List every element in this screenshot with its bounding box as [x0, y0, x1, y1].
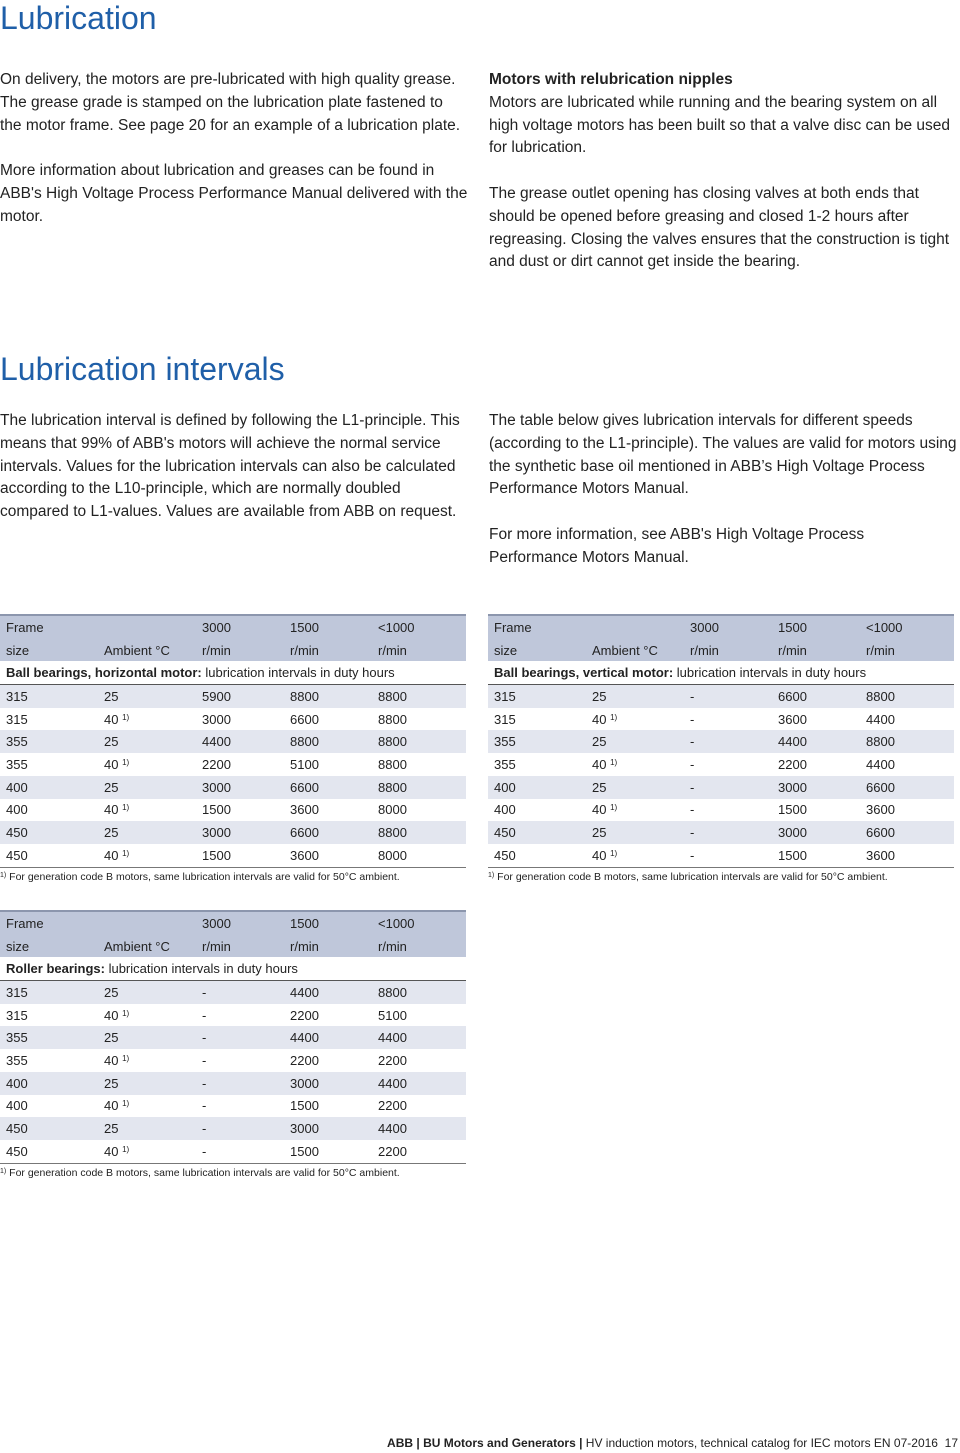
cell: 355: [6, 1052, 28, 1068]
table-row: [488, 685, 954, 708]
header-row: [0, 935, 466, 958]
cell: 400: [6, 1098, 28, 1114]
footer-separator: |: [575, 1436, 586, 1450]
table-roller-bearings: [0, 910, 466, 1164]
cell-value: 40: [104, 1143, 119, 1159]
header-cell: size: [0, 639, 98, 662]
cell: 315: [6, 711, 28, 727]
cell: 355: [0, 730, 98, 753]
cell: 450: [488, 844, 586, 867]
cell-value: 25: [104, 734, 119, 750]
header-cell: Ambient °C: [586, 639, 684, 662]
cell: 2200: [378, 1098, 407, 1114]
header-cell: <1000: [372, 911, 466, 935]
cell-value: 25: [104, 825, 119, 841]
table-row: [0, 844, 466, 867]
cell: 400: [494, 802, 516, 818]
cell: 1500: [778, 802, 807, 818]
cell: 3000: [284, 1117, 372, 1140]
cell: 4400: [284, 1026, 372, 1049]
cell: 8800: [372, 776, 466, 799]
footer-unit: BU Motors and Generators: [423, 1436, 576, 1450]
header-cell: r/min: [372, 935, 466, 958]
cell: [98, 1140, 196, 1163]
cell-value: 40: [104, 756, 119, 772]
cell-value: 25: [592, 825, 607, 841]
cell: 4400: [284, 981, 372, 1004]
table-row: [0, 730, 466, 753]
cell: 3600: [866, 802, 895, 818]
table-row: [0, 821, 466, 844]
cell: 4400: [866, 711, 895, 727]
cell: 1500: [290, 1098, 319, 1114]
header-cell: r/min: [284, 935, 372, 958]
cell: -: [690, 802, 695, 818]
header-cell: r/min: [684, 639, 772, 662]
cell: 400: [6, 802, 28, 818]
header-cell: r/min: [196, 935, 284, 958]
footer-separator: |: [413, 1436, 424, 1450]
table-row: [488, 799, 954, 822]
paragraph: Motors are lubricated while running and the bearing system on all high voltage motors has been built so that a valve disc can be used for lubrication.: [489, 93, 950, 157]
table-row: [488, 776, 954, 799]
intervals-left-column: [0, 410, 470, 524]
footnote-text: For generation code B motors, same lubrication intervals are valid for 50°C ambient.: [6, 1167, 400, 1179]
cell: 8000: [372, 844, 466, 867]
cell: 4400: [866, 756, 895, 772]
cell-value: 40: [104, 711, 119, 727]
header-row: [0, 911, 466, 935]
cell: 4400: [372, 1026, 466, 1049]
footnote-text: For generation code B motors, same lubrication intervals are valid for 50°C ambient.: [6, 871, 400, 883]
cell: 2200: [290, 1007, 319, 1023]
cell-value: 25: [592, 779, 607, 795]
cell: 3000: [284, 1072, 372, 1095]
cell: 315: [0, 685, 98, 708]
cell: 3000: [772, 776, 860, 799]
table-row: [488, 821, 954, 844]
header-cell: r/min: [196, 639, 284, 662]
header-cell: r/min: [860, 639, 954, 662]
table-row: [488, 730, 954, 753]
section-label: Ball bearings, vertical motor:: [494, 665, 674, 681]
lubrication-right-column: [489, 69, 951, 274]
cell: -: [684, 730, 772, 753]
section-label: Roller bearings:: [6, 961, 105, 977]
cell: -: [690, 711, 695, 727]
footnote-marker: 1): [0, 1168, 7, 1175]
cell-value: 25: [104, 1030, 119, 1046]
cell: 4400: [196, 730, 284, 753]
section-label-rest: lubrication intervals in duty hours: [673, 665, 867, 681]
cell: [98, 1072, 196, 1095]
cell-value: 40: [104, 802, 119, 818]
cell: -: [196, 1117, 284, 1140]
cell: [98, 844, 196, 867]
cell: 450: [0, 821, 98, 844]
section-title-lubrication: Lubrication: [0, 0, 157, 36]
cell: -: [196, 1026, 284, 1049]
section-row: [0, 957, 466, 980]
cell: 3600: [284, 844, 372, 867]
cell: 3600: [860, 844, 954, 867]
cell: -: [202, 1098, 207, 1114]
cell: 355: [488, 730, 586, 753]
cell: 8800: [284, 730, 372, 753]
header-cell: size: [488, 639, 586, 662]
cell: 4400: [372, 1072, 466, 1095]
cell: 8800: [372, 981, 466, 1004]
cell: 450: [0, 1140, 98, 1163]
cell: -: [684, 844, 772, 867]
cell: [98, 1049, 196, 1072]
header-cell: r/min: [284, 639, 372, 662]
table-row: [0, 708, 466, 731]
table-row: [0, 1140, 466, 1163]
cell: 6600: [772, 685, 860, 708]
header-cell: 1500: [772, 615, 860, 639]
cell: 3000: [202, 711, 231, 727]
cell: 2200: [372, 1140, 466, 1163]
cell: 8800: [378, 711, 407, 727]
cell: 4400: [372, 1117, 466, 1140]
cell: 6600: [284, 776, 372, 799]
footnote-marker: 1): [610, 803, 618, 813]
header-cell: Frame: [0, 615, 98, 639]
cell: [98, 730, 196, 753]
footer-doc: HV induction motors, technical catalog for IEC motors EN 07-2016: [585, 1436, 938, 1450]
table-row: [0, 1072, 466, 1095]
cell: 400: [488, 776, 586, 799]
cell-value: 40: [104, 1098, 119, 1114]
cell: 450: [0, 844, 98, 867]
table-row: [0, 1117, 466, 1140]
section-row: [488, 661, 954, 684]
cell: 1500: [284, 1140, 372, 1163]
cell-value: 25: [592, 688, 607, 704]
cell: 8800: [860, 685, 954, 708]
cell-value: 25: [104, 1075, 119, 1091]
cell: -: [196, 1140, 284, 1163]
paragraph: The lubrication interval is defined by following the L1-principle. This means that 99% of ABB's motors will achieve the normal service intervals. Values for the lubrication intervals can also be calculated according to the L10-principle, which are normally doubled compared to L1-values. Values are available from ABB on request.: [0, 412, 460, 521]
cell: -: [202, 1052, 207, 1068]
cell: [98, 685, 196, 708]
cell: 355: [6, 756, 28, 772]
header-cell: 3000: [196, 615, 284, 639]
cell: 2200: [202, 756, 231, 772]
cell: 3000: [196, 776, 284, 799]
cell: -: [690, 756, 695, 772]
cell-value: 40: [104, 1007, 119, 1023]
header-cell: Frame: [0, 911, 98, 935]
cell: -: [684, 685, 772, 708]
footer-brand: ABB: [387, 1436, 414, 1450]
paragraph: For more information, see ABB's High Voltage Process Performance Motors Manual.: [489, 525, 865, 566]
header-cell: [586, 615, 684, 639]
cell-value: 25: [104, 984, 119, 1000]
footnote-marker: 1): [610, 757, 618, 767]
cell: 450: [488, 821, 586, 844]
paragraph: The table below gives lubrication intervals for different speeds (according to the L1-principle). The values are valid for motors using the synthetic base oil mentioned in ABB’s High Voltage Process Performance Motors Manual.: [489, 412, 957, 498]
footnote-marker: 1): [122, 1008, 130, 1018]
cell: [586, 844, 684, 867]
cell: 315: [0, 981, 98, 1004]
footnote-marker: 1): [488, 872, 495, 879]
cell-value: 40: [592, 802, 607, 818]
table-row: [0, 1049, 466, 1072]
table-row: [0, 753, 466, 776]
footnote-marker: 1): [610, 712, 618, 722]
cell: [586, 821, 684, 844]
cell: 6600: [860, 821, 954, 844]
cell: 355: [0, 1026, 98, 1049]
cell: [98, 708, 196, 731]
table-row: [488, 844, 954, 867]
section-label-rest: lubrication intervals in duty hours: [104, 961, 298, 977]
cell: [586, 799, 684, 822]
lubrication-left-column: [0, 69, 468, 229]
cell: [98, 799, 196, 822]
cell-value: 40: [592, 711, 607, 727]
table-row: [0, 799, 466, 822]
footnote-marker: 1): [610, 848, 618, 858]
cell: -: [684, 776, 772, 799]
table-footnote: [0, 871, 400, 883]
cell: [98, 1095, 196, 1118]
table-row: [488, 708, 954, 731]
header-row: [488, 639, 954, 662]
cell: [586, 685, 684, 708]
header-cell: 3000: [196, 911, 284, 935]
cell: [98, 1004, 196, 1027]
cell-value: 40: [104, 1052, 119, 1068]
cell: 8800: [284, 685, 372, 708]
cell: 2200: [290, 1052, 319, 1068]
table-row: [0, 1026, 466, 1049]
table-row: [0, 1095, 466, 1118]
cell: 5900: [196, 685, 284, 708]
cell: [98, 1117, 196, 1140]
header-row: [0, 639, 466, 662]
footnote-marker: 1): [0, 872, 7, 879]
cell: 450: [0, 1117, 98, 1140]
table-row: [0, 685, 466, 708]
cell: 5100: [290, 756, 319, 772]
cell: [586, 708, 684, 731]
cell-value: 40: [104, 847, 119, 863]
table-footnote: [0, 1167, 400, 1179]
footnote-marker: 1): [122, 757, 130, 767]
cell: 400: [0, 1072, 98, 1095]
header-cell: r/min: [372, 639, 466, 662]
paragraph: On delivery, the motors are pre-lubricated with high quality grease. The grease grade is stamped on the lubrication plate fastened to the motor frame. See page 20 for an example of a lubrication plate.: [0, 71, 461, 134]
table-row: [488, 753, 954, 776]
table-row: [0, 1004, 466, 1027]
footnote-marker: 1): [122, 848, 130, 858]
table-row: [0, 776, 466, 799]
subheading-relubrication: Motors with relubrication nipples: [489, 71, 733, 88]
section-label-rest: lubrication intervals in duty hours: [201, 665, 395, 681]
header-cell: Ambient °C: [98, 639, 196, 662]
cell: 5100: [378, 1007, 407, 1023]
cell: [98, 1026, 196, 1049]
section-row: [0, 661, 466, 684]
cell: 315: [494, 711, 516, 727]
cell: 8800: [372, 685, 466, 708]
header-cell: <1000: [372, 615, 466, 639]
footnote-marker: 1): [122, 1053, 130, 1063]
footnote-marker: 1): [122, 803, 130, 813]
cell: 4400: [772, 730, 860, 753]
cell-value: 25: [104, 779, 119, 795]
header-cell: 1500: [284, 911, 372, 935]
header-cell: [98, 911, 196, 935]
page-number: 17: [944, 1436, 958, 1450]
cell: 8800: [372, 730, 466, 753]
section-title-lubrication-intervals: Lubrication intervals: [0, 351, 285, 387]
cell: 400: [0, 776, 98, 799]
cell: 3600: [778, 711, 807, 727]
cell-value: 25: [592, 734, 607, 750]
cell: 3000: [772, 821, 860, 844]
header-cell: [98, 615, 196, 639]
cell: 8000: [378, 802, 407, 818]
table-ball-horizontal: [0, 614, 466, 868]
cell: [98, 753, 196, 776]
footnote-marker: 1): [122, 712, 130, 722]
cell: [98, 981, 196, 1004]
cell: 355: [494, 756, 516, 772]
cell: -: [196, 981, 284, 1004]
cell-value: 40: [592, 756, 607, 772]
cell: 6600: [290, 711, 319, 727]
header-cell: <1000: [860, 615, 954, 639]
footnote-marker: 1): [122, 1144, 130, 1154]
cell: 1500: [772, 844, 860, 867]
header-cell: Ambient °C: [98, 935, 196, 958]
cell: 315: [6, 1007, 28, 1023]
cell-value: 40: [592, 847, 607, 863]
table-footnote: [488, 871, 888, 883]
cell: 8800: [372, 821, 466, 844]
cell: -: [196, 1072, 284, 1095]
cell-value: 25: [104, 688, 119, 704]
section-label: Ball bearings, horizontal motor:: [6, 665, 202, 681]
cell: 6600: [284, 821, 372, 844]
cell: 2200: [378, 1052, 407, 1068]
header-row: [0, 615, 466, 639]
cell: -: [684, 821, 772, 844]
header-cell: 3000: [684, 615, 772, 639]
footnote-text: For generation code B motors, same lubrication intervals are valid for 50°C ambient.: [494, 871, 888, 883]
cell: 315: [488, 685, 586, 708]
header-cell: r/min: [772, 639, 860, 662]
table-row: [0, 981, 466, 1004]
page-footer: [387, 1436, 958, 1450]
cell: 3000: [196, 821, 284, 844]
header-cell: 1500: [284, 615, 372, 639]
cell: 6600: [860, 776, 954, 799]
cell-value: 25: [104, 1121, 119, 1137]
cell: 8800: [378, 756, 407, 772]
cell: 3600: [290, 802, 319, 818]
header-cell: size: [0, 935, 98, 958]
cell: [586, 753, 684, 776]
intervals-right-column: [489, 410, 957, 570]
cell: [586, 730, 684, 753]
cell: 1500: [196, 844, 284, 867]
cell: [98, 821, 196, 844]
cell: [98, 776, 196, 799]
cell: [586, 776, 684, 799]
header-row: [488, 615, 954, 639]
cell: 2200: [778, 756, 807, 772]
cell: 1500: [202, 802, 231, 818]
cell: -: [202, 1007, 207, 1023]
paragraph: More information about lubrication and greases can be found in ABB's High Voltage Process Performance Manual delivered with the motor.: [0, 162, 468, 225]
header-cell: Frame: [488, 615, 586, 639]
paragraph: The grease outlet opening has closing valves at both ends that should be opened before greasing and closed 1-2 hours after regreasing. Closing the valves ensures that the construction is tight and dust or dirt cannot get inside the bearing.: [489, 184, 950, 271]
footnote-marker: 1): [122, 1099, 130, 1109]
table-ball-vertical: [488, 614, 954, 868]
cell: 8800: [860, 730, 954, 753]
